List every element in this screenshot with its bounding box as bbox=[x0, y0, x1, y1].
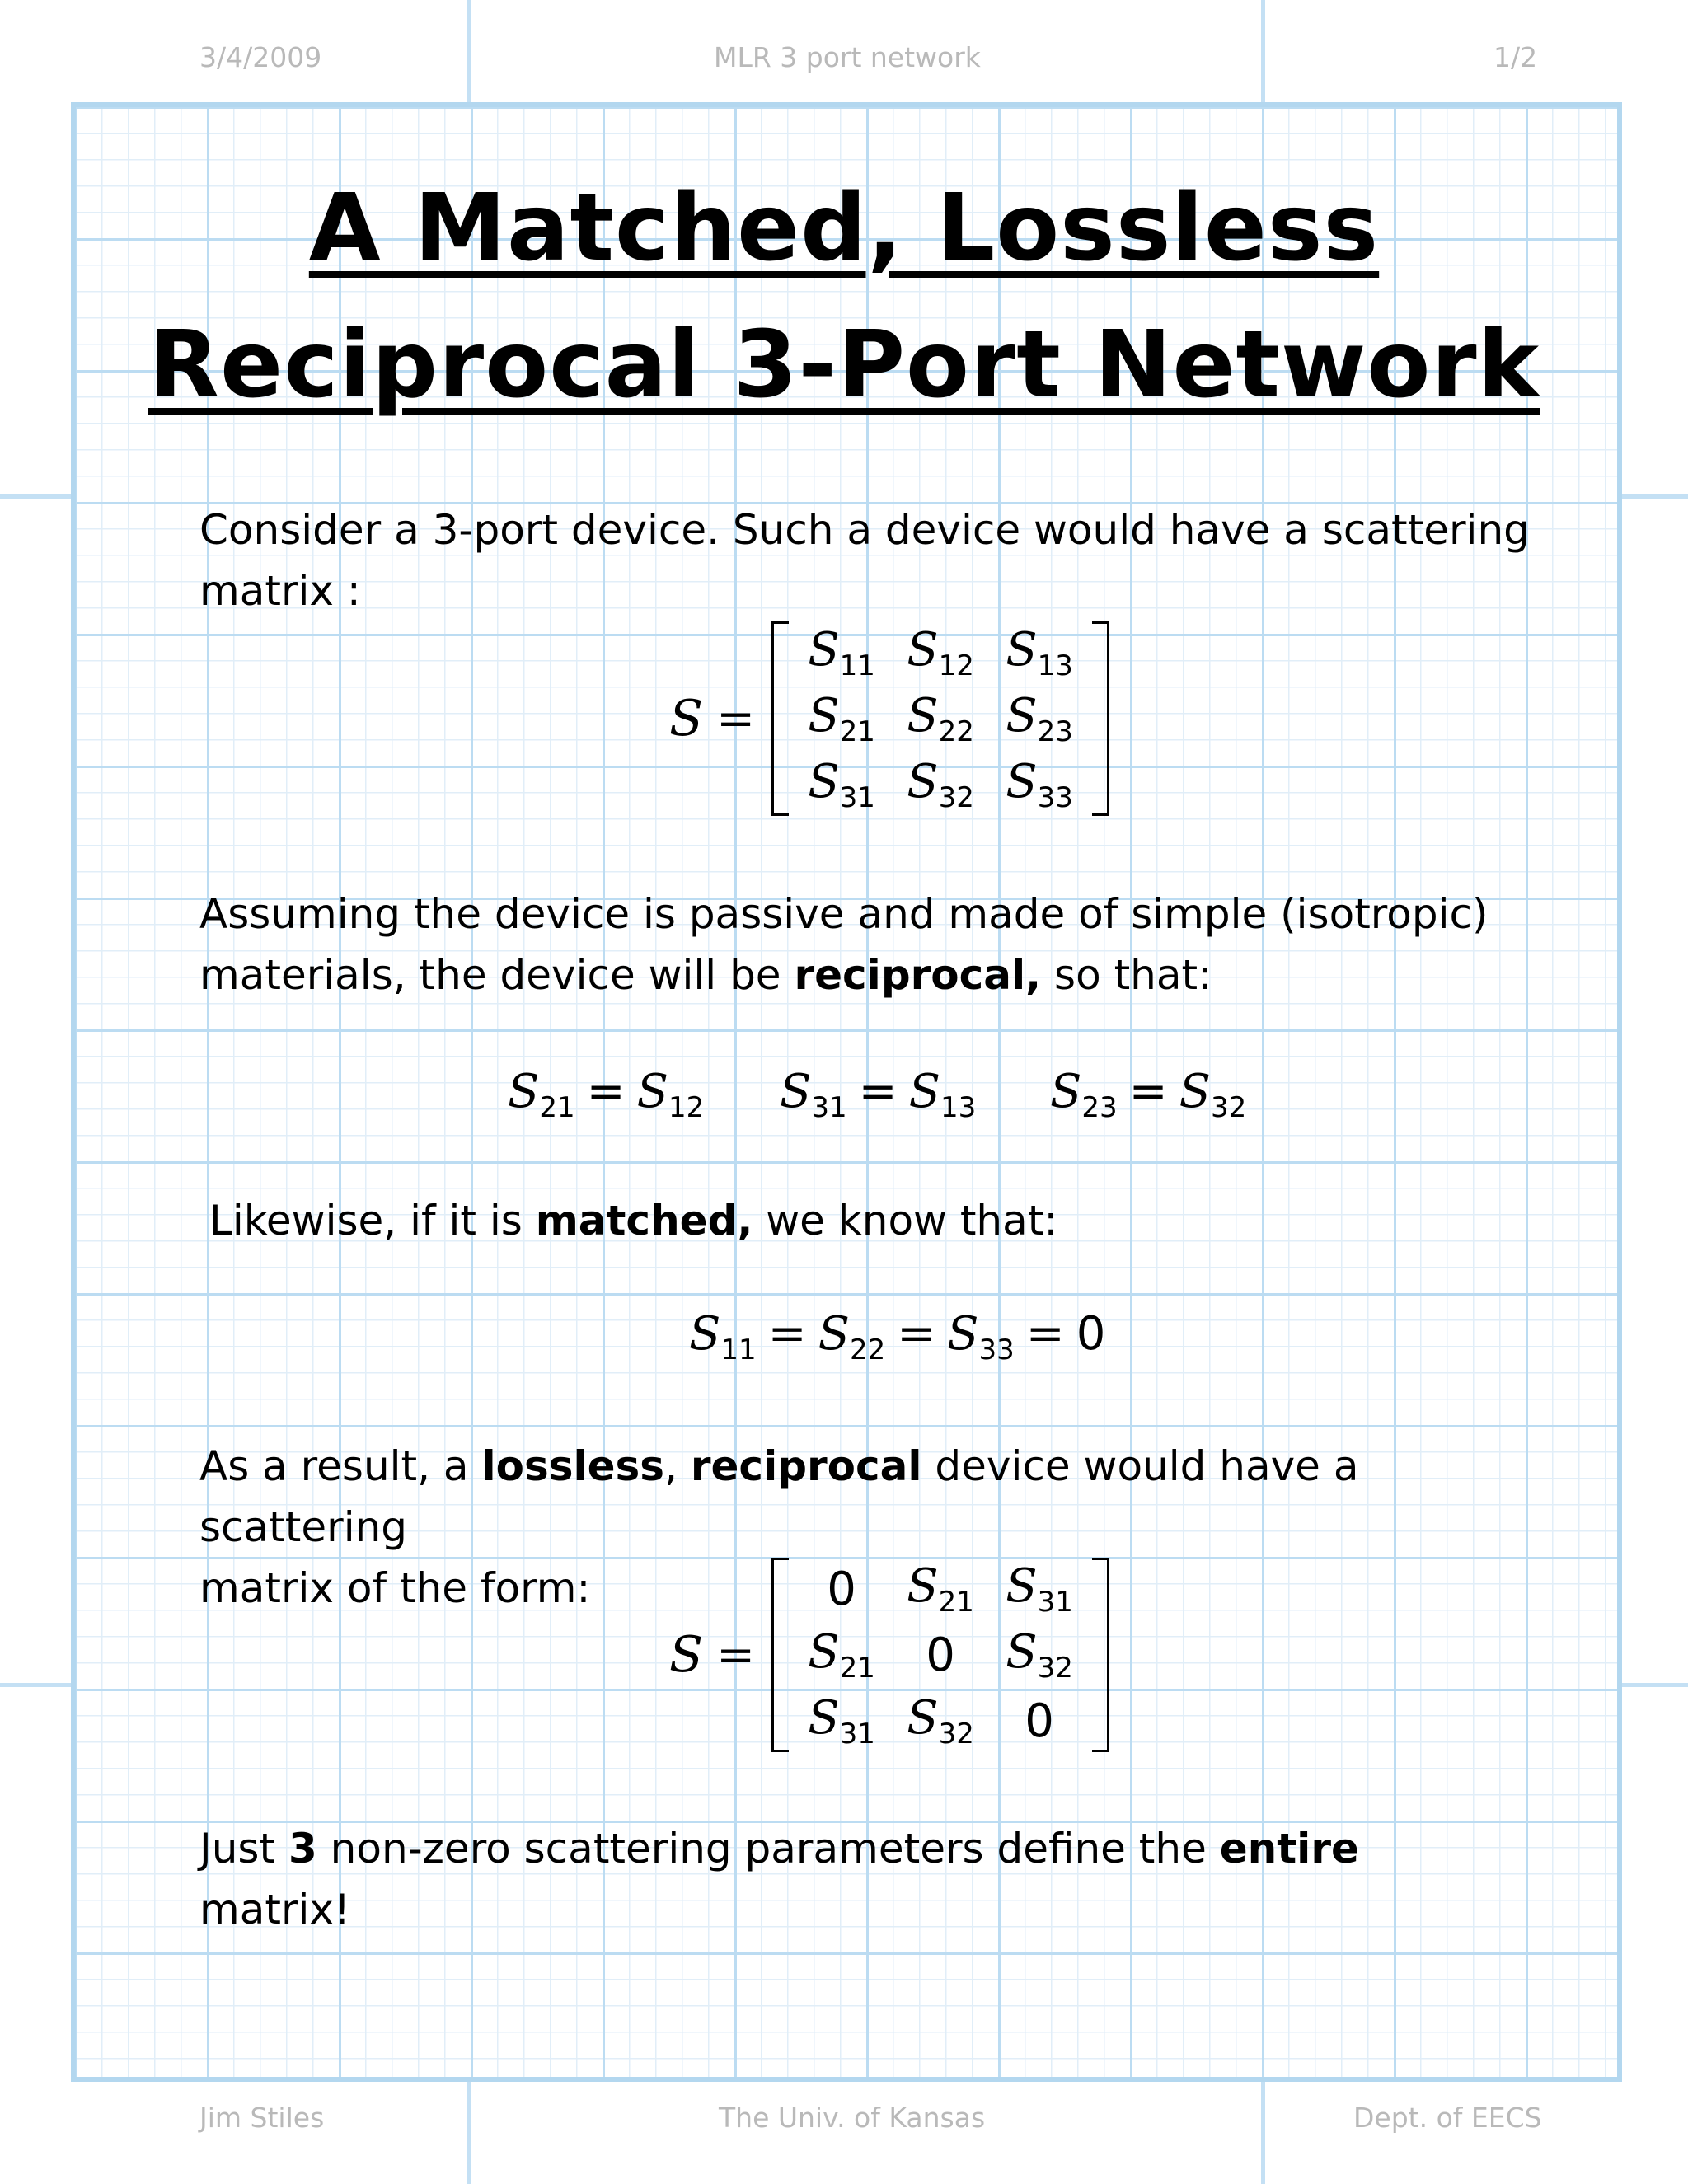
matched-term-2: $S_{22}$ bbox=[818, 1307, 886, 1366]
reciprocity-equation-1 bbox=[508, 1065, 704, 1124]
matched-equation bbox=[689, 1307, 1105, 1366]
matrix2-cell-1-2-subscript: 21 bbox=[938, 1586, 974, 1619]
matrix2-cell-2-2: 0 bbox=[926, 1628, 955, 1682]
reciprocity-rhs-1: $S_{12}$ bbox=[636, 1065, 705, 1124]
matrix1-cell-1-3-subscript: 13 bbox=[1037, 649, 1073, 682]
matrix-cells-2 bbox=[789, 1556, 1092, 1754]
reciprocity-lhs-1-subscript: 21 bbox=[539, 1091, 575, 1124]
matrix2-cell-3-1: $S_{31}$ bbox=[808, 1691, 875, 1750]
matrix2-cell-1-1: 0 bbox=[827, 1562, 856, 1616]
matrix1-cell-1-1-subscript: 11 bbox=[839, 649, 875, 682]
matched-term-1-subscript: 11 bbox=[720, 1333, 757, 1366]
header-page-number: 1/2 bbox=[1493, 41, 1538, 73]
matrix2-cell-2-3: $S_{32}$ bbox=[1006, 1625, 1073, 1685]
footer-department: Dept. of EECS bbox=[1353, 2102, 1542, 2134]
matrix2-cell-2-1: $S_{21}$ bbox=[808, 1625, 875, 1685]
matrix1-cell-2-1-subscript: 21 bbox=[839, 715, 875, 748]
reciprocity-rhs-1-subscript: 12 bbox=[668, 1091, 705, 1124]
matrix1-cell-1-2-subscript: 12 bbox=[938, 649, 974, 682]
equals-sign: = bbox=[716, 691, 756, 746]
paragraph-reciprocal-line1: Assuming the device is passive and made of simple (isotropic) bbox=[199, 890, 1489, 938]
reciprocity-lhs-3-subscript: 23 bbox=[1081, 1091, 1118, 1124]
reciprocity-equals-1: = bbox=[586, 1065, 626, 1118]
matched-term-1: $S_{11}$ bbox=[689, 1307, 757, 1366]
matched-equals-3: = bbox=[1025, 1307, 1065, 1361]
bold-reciprocal-2: reciprocal bbox=[690, 1442, 922, 1490]
scattering-matrix-general bbox=[669, 620, 1109, 818]
matched-term-3-subscript: 33 bbox=[978, 1333, 1015, 1366]
matrix1-cell-1-1: $S_{11}$ bbox=[808, 623, 875, 682]
left-bracket bbox=[771, 621, 789, 816]
matrix1-cell-3-1: $S_{31}$ bbox=[808, 755, 875, 814]
page-title-line1: A Matched, Lossless bbox=[308, 175, 1380, 282]
reciprocity-equals-3: = bbox=[1128, 1065, 1168, 1118]
page-title-line2: Reciprocal 3-Port Network bbox=[148, 312, 1540, 419]
matrix2-cell-1-2: $S_{21}$ bbox=[907, 1559, 974, 1619]
left-bracket-2 bbox=[771, 1558, 789, 1752]
bold-three: 3 bbox=[288, 1825, 317, 1872]
matrix1-cell-2-3-subscript: 23 bbox=[1037, 715, 1073, 748]
matrix1-cell-3-2: $S_{32}$ bbox=[907, 755, 974, 814]
matrix-symbol-2: S bbox=[669, 1626, 704, 1684]
matrix2-cell-3-3: 0 bbox=[1025, 1694, 1054, 1748]
equals-sign-2: = bbox=[716, 1628, 756, 1682]
reciprocity-lhs-3: $S_{23}$ bbox=[1050, 1065, 1118, 1124]
reciprocity-lhs-2: $S_{31}$ bbox=[780, 1065, 847, 1124]
matrix2-cell-3-2-subscript: 32 bbox=[938, 1718, 974, 1750]
matrix1-cell-2-1: $S_{21}$ bbox=[808, 689, 875, 748]
bold-reciprocal: reciprocal, bbox=[794, 951, 1042, 999]
header-date: 3/4/2009 bbox=[199, 41, 322, 73]
header-doc-name: MLR 3 port network bbox=[714, 41, 981, 73]
paragraph-intro-line2: matrix : bbox=[199, 567, 361, 615]
matrix2-cell-2-3-subscript: 32 bbox=[1037, 1652, 1073, 1685]
matrix1-cell-3-3: $S_{33}$ bbox=[1006, 755, 1073, 814]
paragraph-reciprocal bbox=[199, 883, 1535, 1005]
bold-lossless: lossless bbox=[481, 1442, 665, 1490]
matrix2-cell-3-2: $S_{32}$ bbox=[907, 1691, 974, 1750]
matrix1-cell-2-2-subscript: 22 bbox=[938, 715, 974, 748]
matrix1-cell-1-3: $S_{13}$ bbox=[1006, 623, 1073, 682]
paragraph-conclusion-line2: matrix! bbox=[199, 1886, 351, 1933]
matched-equals-2: = bbox=[897, 1307, 936, 1361]
matrix1-cell-2-3: $S_{23}$ bbox=[1006, 689, 1073, 748]
matrix1-cell-3-2-subscript: 32 bbox=[938, 781, 974, 814]
matched-rhs: 0 bbox=[1076, 1307, 1106, 1361]
bold-entire: entire bbox=[1219, 1825, 1359, 1872]
matrix1-cell-1-2: $S_{12}$ bbox=[907, 623, 974, 682]
matrix1-cell-3-3-subscript: 33 bbox=[1037, 781, 1073, 814]
right-bracket bbox=[1092, 621, 1109, 816]
reciprocity-equals-2: = bbox=[858, 1065, 898, 1118]
reciprocity-rhs-2-subscript: 13 bbox=[940, 1091, 977, 1124]
matrix1-cell-2-2: $S_{22}$ bbox=[907, 689, 974, 748]
paragraph-reciprocal-line2: materials, the device will be reciprocal, so that: bbox=[199, 951, 1212, 999]
footer-institution: The Univ. of Kansas bbox=[719, 2102, 986, 2134]
right-bracket-2 bbox=[1092, 1558, 1109, 1752]
reciprocity-lhs-1: $S_{21}$ bbox=[508, 1065, 575, 1124]
paragraph-lossless-reciprocal: As a result, a lossless, reciprocal device would have a scattering matrix of the form: bbox=[199, 1436, 1535, 1619]
reciprocity-rhs-3-subscript: 32 bbox=[1210, 1091, 1247, 1124]
reciprocity-rhs-2: $S_{13}$ bbox=[908, 1065, 977, 1124]
matrix-symbol: S bbox=[669, 690, 704, 748]
matched-term-3: $S_{33}$ bbox=[947, 1307, 1015, 1366]
scattering-matrix-lossless-reciprocal bbox=[669, 1556, 1109, 1754]
reciprocity-equation-3 bbox=[1050, 1065, 1246, 1124]
footer-author: Jim Stiles bbox=[199, 2102, 325, 2134]
matched-equals-1: = bbox=[767, 1307, 807, 1361]
paragraph-conclusion: Just 3 non-zero scattering parameters define the entire matrix! bbox=[199, 1818, 1535, 1940]
matrix-cells bbox=[789, 620, 1092, 818]
reciprocity-equation-2 bbox=[780, 1065, 976, 1124]
paragraph-intro-line1: Consider a 3-port device. Such a device would have a scattering bbox=[199, 506, 1530, 554]
paragraph-matched: Likewise, if it is matched, we know that: bbox=[209, 1197, 1058, 1244]
matrix1-cell-3-1-subscript: 31 bbox=[839, 781, 875, 814]
paragraph-lossless-line2: matrix of the form: bbox=[199, 1564, 591, 1612]
paragraph-intro bbox=[199, 499, 1535, 621]
bold-matched: matched, bbox=[535, 1197, 753, 1244]
reciprocity-lhs-2-subscript: 31 bbox=[811, 1091, 847, 1124]
matched-term-2-subscript: 22 bbox=[849, 1333, 886, 1366]
matrix2-cell-1-3: $S_{31}$ bbox=[1006, 1559, 1073, 1619]
matrix2-cell-2-1-subscript: 21 bbox=[839, 1652, 875, 1685]
reciprocity-rhs-3: $S_{32}$ bbox=[1179, 1065, 1247, 1124]
matrix2-cell-3-1-subscript: 31 bbox=[839, 1718, 875, 1750]
matrix2-cell-1-3-subscript: 31 bbox=[1037, 1586, 1073, 1619]
